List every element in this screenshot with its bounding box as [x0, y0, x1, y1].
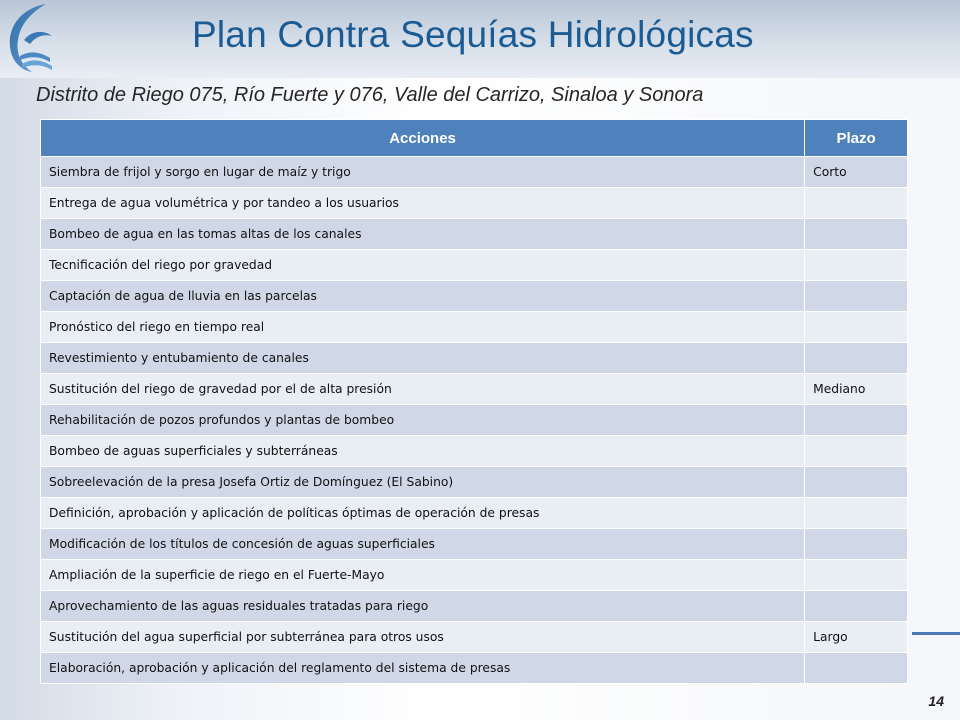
table-row	[41, 250, 908, 281]
page-title: Plan Contra Sequías Hidrológicas	[192, 14, 754, 55]
term-cell	[805, 188, 908, 219]
page-number: 14	[928, 693, 944, 709]
term-cell: Largo	[805, 622, 908, 653]
term-cell	[805, 436, 908, 467]
action-cell: Siembra de frijol y sorgo en lugar de maíz y trigo	[41, 157, 805, 188]
column-header-acciones: Acciones	[41, 120, 805, 157]
term-cell	[805, 560, 908, 591]
action-cell: Rehabilitación de pozos profundos y plantas de bombeo	[41, 405, 805, 436]
term-cell	[805, 498, 908, 529]
water-wave-logo-icon	[2, 0, 56, 78]
table-row	[41, 343, 908, 374]
table-row	[41, 188, 908, 219]
decorative-divider	[912, 632, 960, 635]
term-cell: Mediano	[805, 374, 908, 405]
action-cell: Sobreelevación de la presa Josefa Ortiz de Domínguez (El Sabino)	[41, 467, 805, 498]
action-cell: Bombeo de agua en las tomas altas de los canales	[41, 219, 805, 250]
table-header-row	[41, 120, 908, 157]
action-cell: Captación de agua de lluvia en las parcelas	[41, 281, 805, 312]
table-row	[41, 529, 908, 560]
table-row	[41, 281, 908, 312]
action-cell: Definición, aprobación y aplicación de políticas óptimas de operación de presas	[41, 498, 805, 529]
table-row	[41, 498, 908, 529]
action-cell: Entrega de agua volumétrica y por tandeo a los usuarios	[41, 188, 805, 219]
action-cell: Pronóstico del riego en tiempo real	[41, 312, 805, 343]
term-cell	[805, 312, 908, 343]
term-cell	[805, 343, 908, 374]
term-cell	[805, 250, 908, 281]
table-row	[41, 467, 908, 498]
action-cell: Sustitución del riego de gravedad por el de alta presión	[41, 374, 805, 405]
action-cell: Aprovechamiento de las aguas residuales tratadas para riego	[41, 591, 805, 622]
table-row	[41, 374, 908, 405]
term-cell	[805, 405, 908, 436]
action-cell: Ampliación de la superficie de riego en el Fuerte-Mayo	[41, 560, 805, 591]
table-row	[41, 405, 908, 436]
actions-table	[40, 119, 908, 684]
table-body	[41, 157, 908, 684]
table-row	[41, 653, 908, 684]
term-cell	[805, 281, 908, 312]
table-row	[41, 312, 908, 343]
column-header-plazo: Plazo	[805, 120, 908, 157]
action-cell: Sustitución del agua superficial por subterránea para otros usos	[41, 622, 805, 653]
table-row	[41, 622, 908, 653]
action-cell: Revestimiento y entubamiento de canales	[41, 343, 805, 374]
action-cell: Modificación de los títulos de concesión de aguas superficiales	[41, 529, 805, 560]
page-subtitle: Distrito de Riego 075, Río Fuerte y 076, Valle del Carrizo, Sinaloa y Sonora	[36, 84, 704, 106]
term-cell	[805, 653, 908, 684]
action-cell: Tecnificación del riego por gravedad	[41, 250, 805, 281]
action-cell: Bombeo de aguas superficiales y subterráneas	[41, 436, 805, 467]
table-row	[41, 219, 908, 250]
table-row	[41, 157, 908, 188]
term-cell: Corto	[805, 157, 908, 188]
term-cell	[805, 591, 908, 622]
term-cell	[805, 467, 908, 498]
term-cell	[805, 219, 908, 250]
table-row	[41, 591, 908, 622]
term-cell	[805, 529, 908, 560]
table-row	[41, 436, 908, 467]
table-row	[41, 560, 908, 591]
action-cell: Elaboración, aprobación y aplicación del reglamento del sistema de presas	[41, 653, 805, 684]
